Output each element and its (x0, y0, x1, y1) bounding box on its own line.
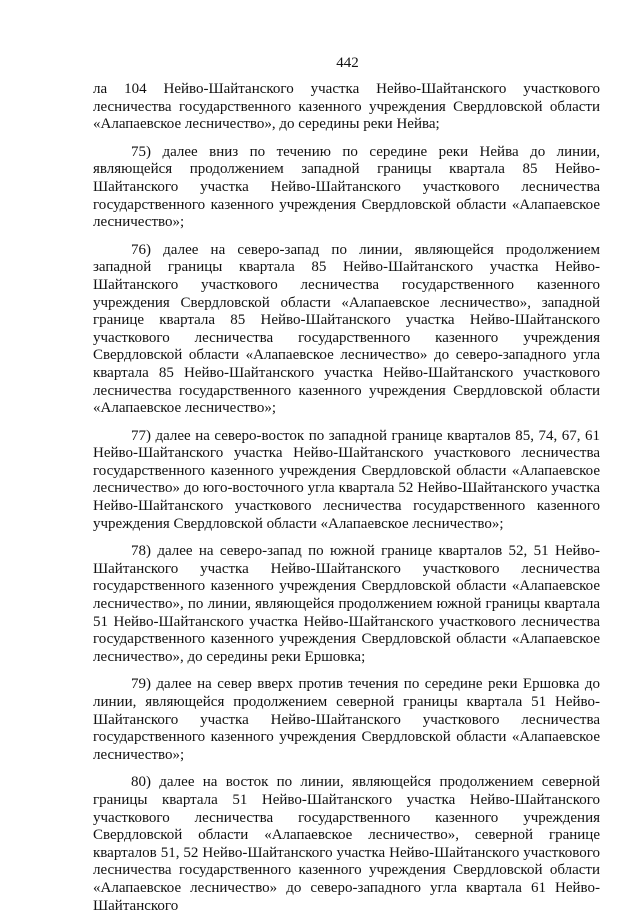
paragraph-item-78: 78) далее на северо-запад по южной границе кварталов 52, 51 Нейво-Шайтанского участка Нейво-Шайтанского участкового лесничества государственного казенного учреждения Свердловской области «Алапаевское лесничество», по линии, являющейся продолжением южной границы квартала 51 Нейво-Шайтанского участка Нейво-Шайтанского участкового лесничества государственного казенного учреждения Свердловской области «Алапаевское лесничество», до середины реки Ершовка; (93, 543, 600, 665)
page-number: 442 (336, 55, 359, 71)
paragraph-item-77: 77) далее на северо-восток по западной границе кварталов 85, 74, 67, 61 Нейво-Шайтанского участка Нейво-Шайтанского участкового лесничества государственного казенного учреждения Свердловской области «Алапаевское лесничество» до юго-восточного угла квартала 52 Нейво-Шайтанского участка Нейво-Шайтанского участкового лесничества государственного казенного учреждения Свердловской области «Алапаевское лесничество»; (93, 427, 600, 532)
paragraph-item-76: 76) далее на северо-запад по линии, являющейся продолжением западной границы квартала 85 Нейво-Шайтанского участка Нейво-Шайтанского участкового лесничества государственного казенного учреждения Свердловской области «Алапаевское лесничество», западной границе квартала 85 Нейво-Шайтанского участка Нейво-Шайтанского участкового лесничества государственного казенного учреждения Свердловской области «Алапаевское лесничество» до северо-западного угла квартала 85 Нейво-Шайтанского участка Нейво-Шайтанского участкового лесничества государственного казенного учреждения Свердловской области «Алапаевское лесничество»; (93, 241, 600, 417)
paragraph-item-80: 80) далее на восток по линии, являющейся продолжением северной границы квартала 51 Нейво-Шайтанского участка Нейво-Шайтанского участкового лесничества государственного казенного учреждения Свердловской области «Алапаевское лесничество», северной границе кварталов 51, 52 Нейво-Шайтанского участка Нейво-Шайтанского участкового лесничества государственного казенного учреждения Свердловской области «Алапаевское лесничество» до северо-западного угла квартала 61 Нейво-Шайтанского (93, 774, 600, 914)
paragraph-item-79: 79) далее на север вверх против течения по середине реки Ершовка до линии, являющейся продолжением северной границы квартала 51 Нейво-Шайтанского участка Нейво-Шайтанского участкового лесничества государственного казенного учреждения Свердловской области «Алапаевское лесничество»; (93, 676, 600, 763)
paragraph-continuation: ла 104 Нейво-Шайтанского участка Нейво-Шайтанского участкового лесничества государственного казенного учреждения Свердловской области «Алапаевское лесничество», до середины реки Нейва; (93, 81, 600, 133)
paragraph-item-75: 75) далее вниз по течению по середине реки Нейва до линии, являющейся продолжением западной границы квартала 85 Нейво-Шайтанского участка Нейво-Шайтанского участкового лесничества государственного казенного учреждения Свердловской области «Алапаевское лесничество»; (93, 143, 600, 231)
